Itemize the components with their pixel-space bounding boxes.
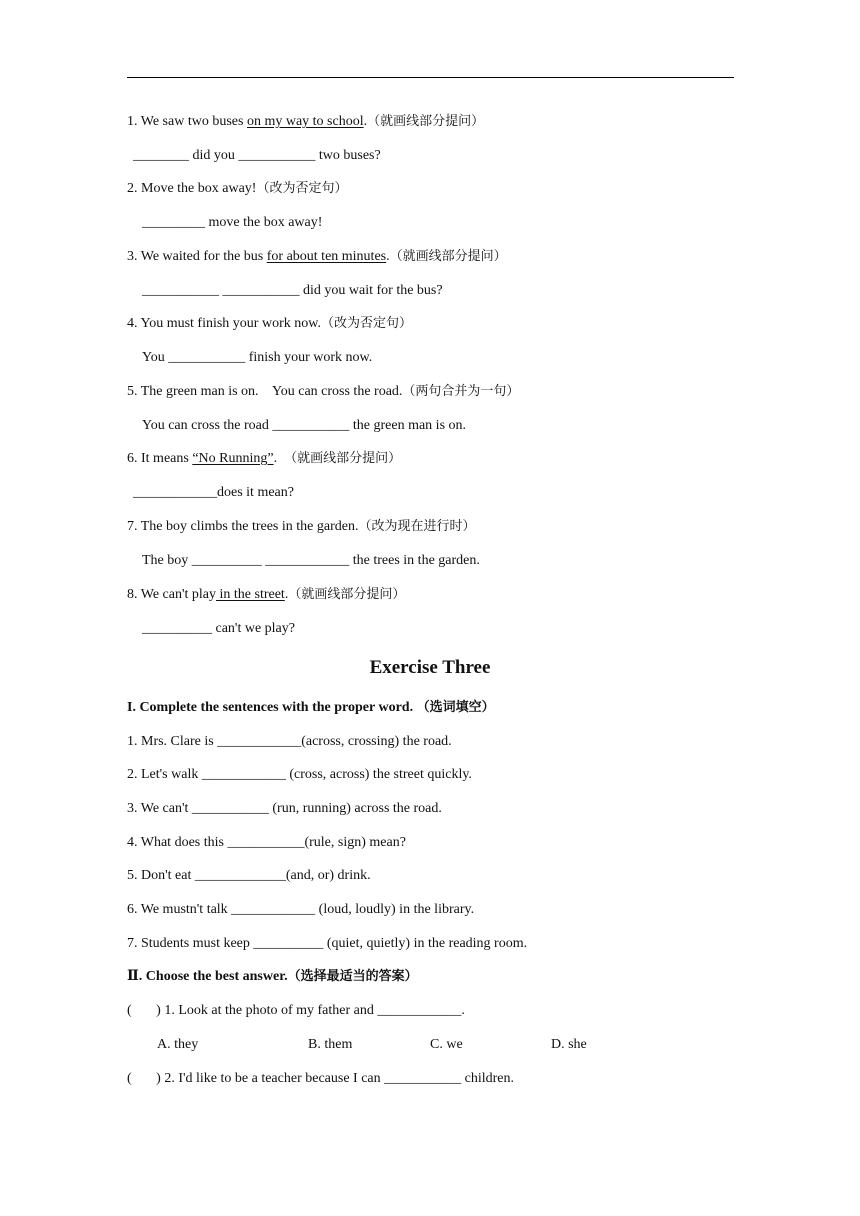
answer-4: You ___________ finish your work now. — [142, 350, 373, 365]
header-rule — [127, 77, 734, 78]
option-d: D. she — [551, 1037, 587, 1052]
question-7: 7. The boy climbs the trees in the garden.（改为现在进行时） — [127, 519, 476, 534]
fill-item-7: 7. Students must keep __________ (quiet, quietly) in the reading room. — [127, 936, 528, 951]
answer-1: ________ did you ___________ two buses? — [133, 148, 381, 163]
fill-item-3: 3. We can't ___________ (run, running) across the road. — [127, 801, 442, 816]
question-4: 4. You must finish your work now.（改为否定句） — [127, 316, 412, 331]
question-3: 3. We waited for the bus for about ten minutes.（就画线部分提问） — [127, 249, 507, 264]
question-6: 6. It means “No Running”. （就画线部分提问） — [127, 451, 402, 466]
fill-item-4: 4. What does this ___________(rule, sign) mean? — [127, 835, 406, 850]
exercise-title: Exercise Three — [369, 657, 491, 678]
answer-8: __________ can't we play? — [142, 621, 295, 636]
fill-item-2: 2. Let's walk ____________ (cross, across) the street quickly. — [127, 767, 472, 782]
choice-question-2: ( ) 2. I'd like to be a teacher because I can ___________ children. — [127, 1071, 514, 1086]
section-1-title: I. Complete the sentences with the proper word. （选词填空） — [127, 700, 495, 715]
question-1: 1. We saw two buses on my way to school.（就画线部分提问） — [127, 114, 485, 129]
answer-2: _________ move the box away! — [142, 215, 323, 230]
answer-6: ____________does it mean? — [133, 485, 294, 500]
question-5: 5. The green man is on. You can cross the road.（两句合并为一句） — [127, 384, 520, 399]
section-2-title: Ⅱ. Choose the best answer.（选择最适当的答案） — [127, 969, 418, 984]
fill-item-1: 1. Mrs. Clare is ____________(across, crossing) the road. — [127, 734, 452, 749]
fill-item-6: 6. We mustn't talk ____________ (loud, loudly) in the library. — [127, 902, 475, 917]
option-c: C. we — [430, 1037, 463, 1052]
choice-question-1: ( ) 1. Look at the photo of my father and ____________. — [127, 1003, 465, 1018]
fill-item-5: 5. Don't eat _____________(and, or) drink. — [127, 868, 371, 883]
option-a: A. they — [157, 1037, 199, 1052]
question-8: 8. We can't play in the street.（就画线部分提问） — [127, 587, 406, 602]
option-b: B. them — [308, 1037, 353, 1052]
answer-3: ___________ ___________ did you wait for the bus? — [142, 283, 443, 298]
answer-7: The boy __________ ____________ the trees in the garden. — [142, 553, 480, 568]
question-2: 2. Move the box away!（改为否定句） — [127, 181, 348, 196]
answer-5: You can cross the road ___________ the green man is on. — [142, 418, 467, 433]
